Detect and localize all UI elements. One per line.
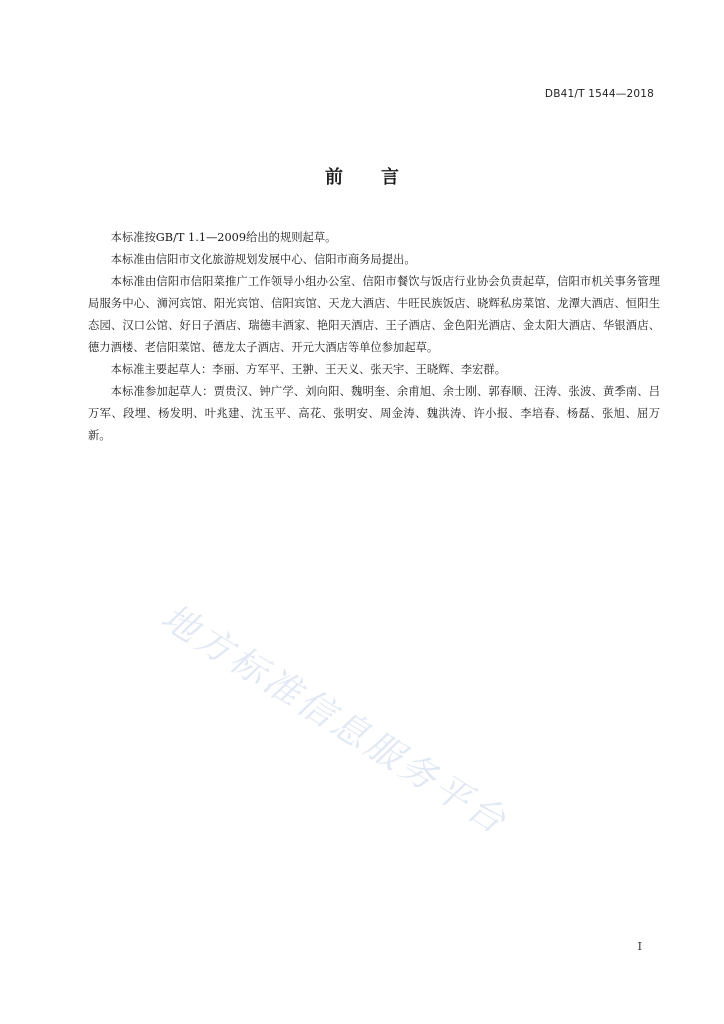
page-number: I — [637, 940, 642, 953]
foreword-body — [88, 227, 660, 447]
paragraph-participating-drafters: 本标准参加起草人：贾贵汉、钟广学、刘向阳、魏明奎、余甫旭、余士刚、郭春顺、汪涛、张波、黄季南、吕万军、段埋、杨发明、叶兆建、沈玉平、高花、张明安、周金涛、魏洪涛、许小报、李培春、杨磊、张旭、屈万新。 — [88, 385, 660, 442]
document-code: DB41/T 1544—2018 — [544, 88, 654, 100]
paragraph-proposer: 本标准由信阳市文化旅游规划发展中心、信阳市商务局提出。 — [110, 253, 416, 266]
paragraph-drafting-units: 本标准由信阳市信阳菜推广工作领导小组办公室、信阳市餐饮与饭店行业协会负责起草，信阳市机关事务管理局服务中心、浉河宾馆、阳光宾馆、信阳宾馆、天龙大酒店、牛旺民族饭店、晓辉私房菜馆、龙潭大酒店、恒阳生态园、汉口公馆、好日子酒店、瑞德丰酒家、艳阳天酒店、王子酒店、金色阳光酒店、金太阳大酒店、华银酒店、德力酒楼、老信阳菜馆、德龙太子酒店、开元大酒店等单位参加起草。 — [88, 275, 660, 354]
paragraph-main-drafters: 本标准主要起草人：李丽、方军平、王翀、王天义、张天宇、王晓辉、李宏群。 — [110, 363, 506, 376]
watermark-text: 地方标准信息服务平台 — [154, 596, 515, 844]
paragraph-drafting-rules: 本标准按GB/T 1.1—2009给出的规则起草。 — [110, 231, 337, 244]
page-title: 前言 — [325, 167, 437, 188]
